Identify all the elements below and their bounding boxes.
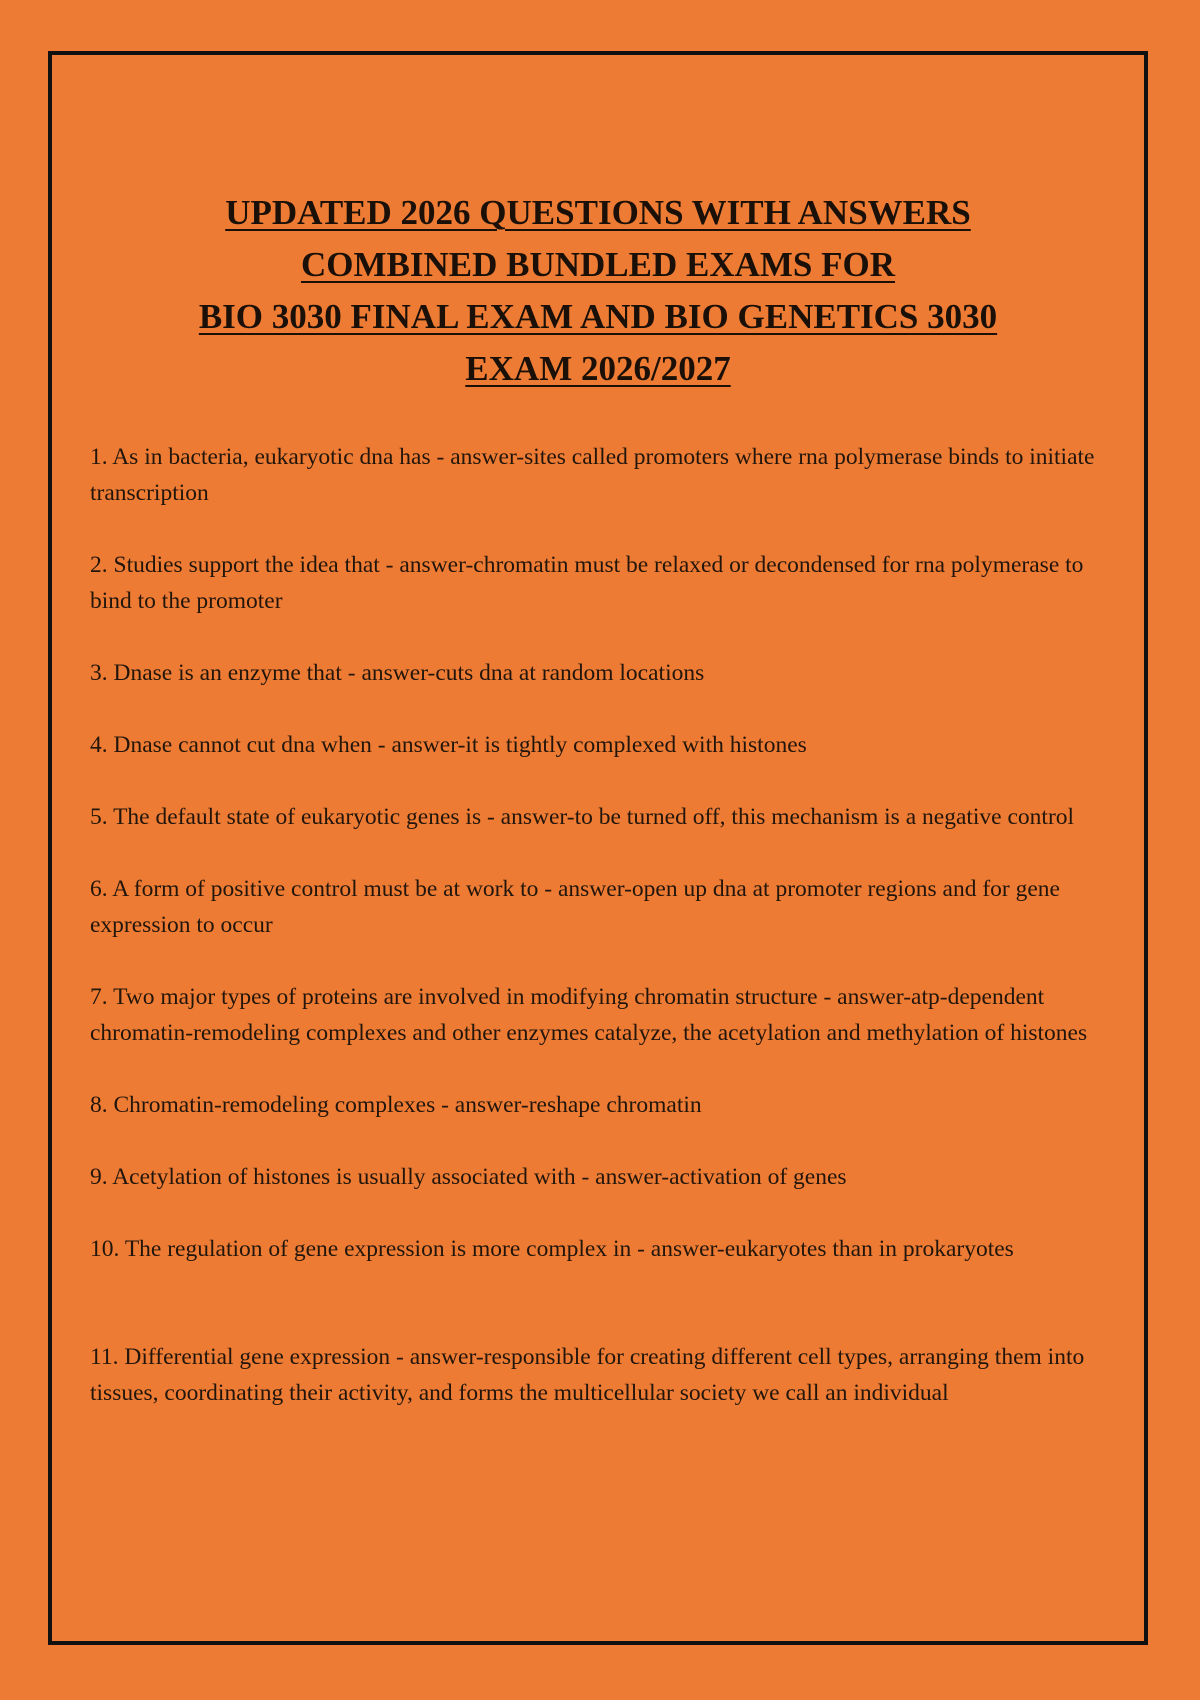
qa-item-10: 10. The regulation of gene expression is more complex in - answer-eukaryotes than in prokaryotes	[90, 1236, 1014, 1262]
qa-item-9: 9. Acetylation of histones is usually associated with - answer-activation of genes	[90, 1164, 847, 1190]
qa-item-7: 7. Two major types of proteins are involved in modifying chromatin structure - answer-atp-dependent chromatin-remodeling complexes and other enzymes catalyze, the acetylation and methylation of histones	[90, 984, 1088, 1046]
qa-item-3: 3. Dnase is an enzyme that - answer-cuts dna at random locations	[90, 660, 705, 686]
qa-item-8: 8. Chromatin-remodeling complexes - answer-reshape chromatin	[90, 1092, 702, 1118]
title-line-3: BIO 3030 FINAL EXAM AND BIO GENETICS 3030	[198, 297, 998, 336]
page-border-frame	[48, 51, 1148, 1645]
title-line-1: UPDATED 2026 QUESTIONS WITH ANSWERS	[225, 193, 971, 232]
qa-item-1: 1. As in bacteria, eukaryotic dna has - answer-sites called promoters where rna polymerase binds to initiate transcription	[90, 444, 1095, 506]
qa-item-6: 6. A form of positive control must be at work to - answer-open up dna at promoter regions and for gene expression to occur	[90, 876, 1060, 938]
question-answer-list	[90, 439, 1108, 1447]
qa-item-11: 11. Differential gene expression - answer-responsible for creating different cell types, arranging them into tissues, coordinating their activity, and forms the multicellular society we call an individual	[90, 1344, 1085, 1406]
qa-item-4: 4. Dnase cannot cut dna when - answer-it is tightly complexed with histones	[90, 732, 807, 758]
title-line-4: EXAM 2026/2027	[465, 349, 731, 388]
document-title	[52, 187, 1144, 395]
qa-item-5: 5. The default state of eukaryotic genes is - answer-to be turned off, this mechanism is a negative control	[90, 804, 1075, 830]
qa-item-2: 2. Studies support the idea that - answer-chromatin must be relaxed or decondensed for rna polymerase to bind to the promoter	[90, 552, 1084, 614]
title-line-2: COMBINED BUNDLED EXAMS FOR	[300, 245, 896, 284]
